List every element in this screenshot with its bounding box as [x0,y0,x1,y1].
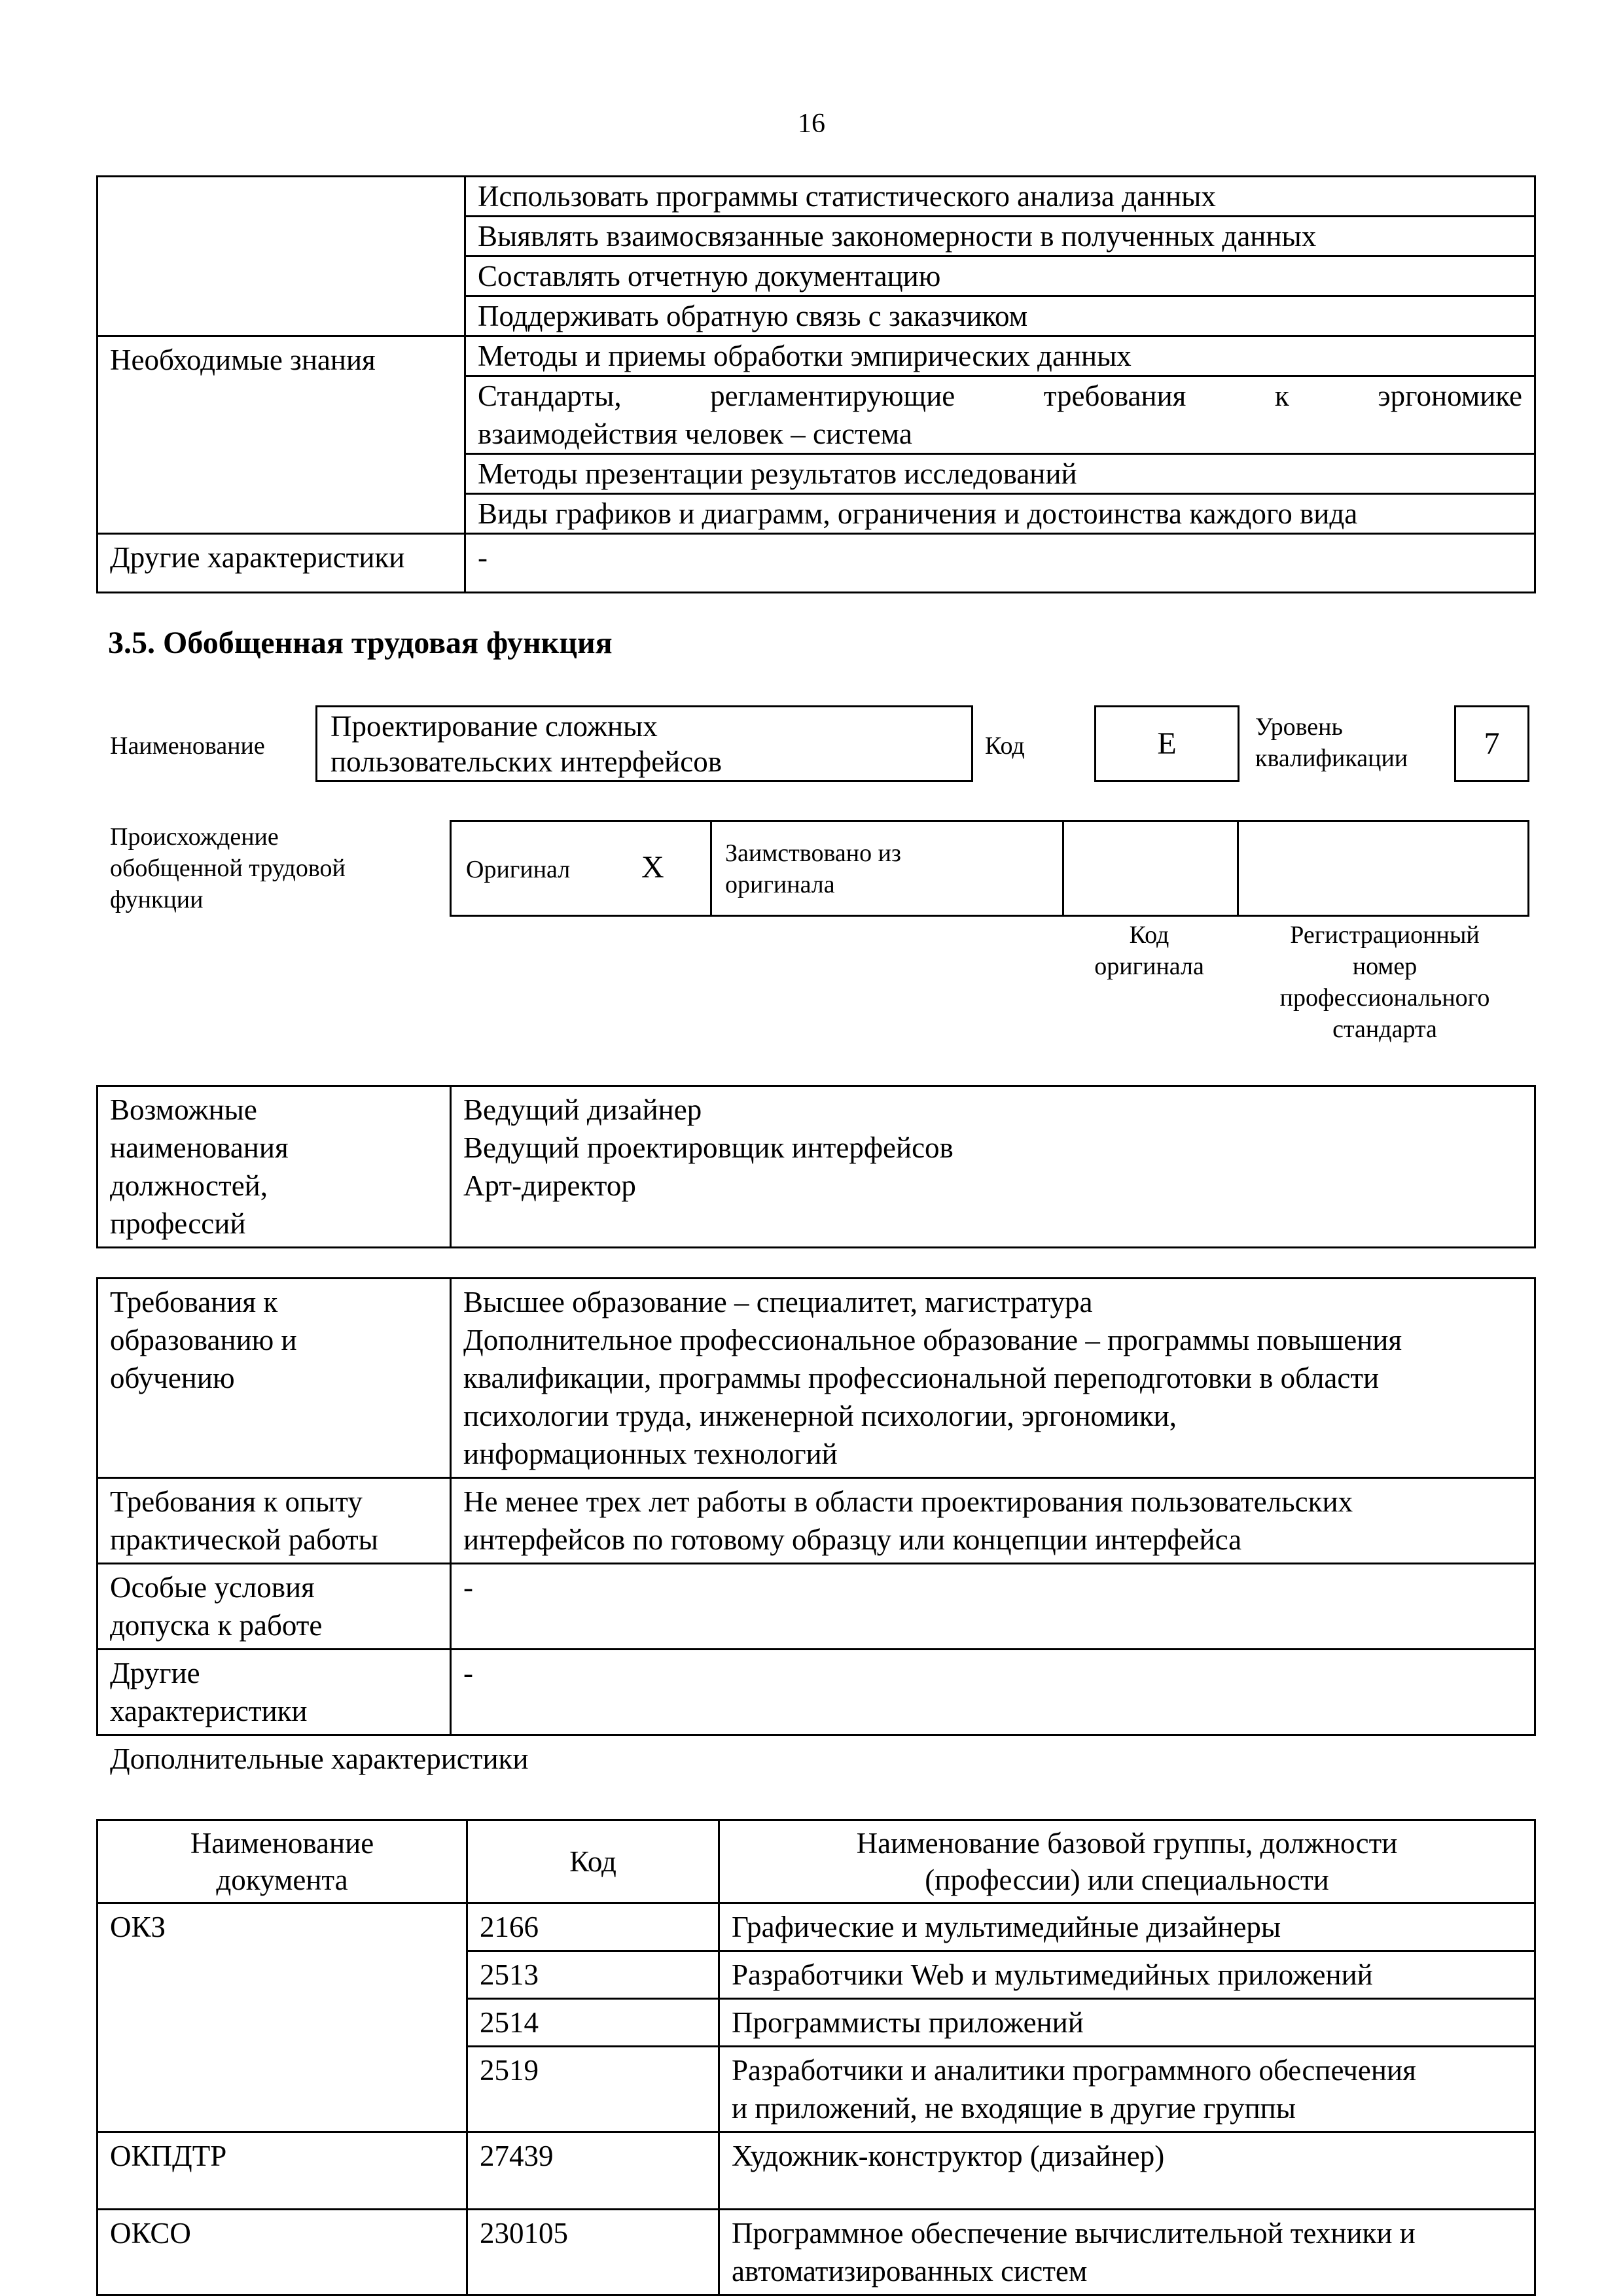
header-line: документа [216,1863,348,1896]
table-cell-name: Художник-конструктор (дизайнер) [719,2132,1535,2210]
list-item: Использовать программы статистического анализа данных [466,177,1534,217]
additional-table [96,1819,1536,2296]
table-cell-doc: ОКСО [98,2210,467,2295]
code-label: Код [985,732,1025,760]
positions-table [96,1085,1536,1248]
label-line: характеристики [110,1695,308,1727]
value-line: - [463,1657,473,1689]
label-line: должностей, [110,1169,268,1202]
table-row-label: Необходимые знания [98,336,465,534]
value-line: Не менее трех лет работы в области проектирования пользовательских [463,1485,1353,1518]
list-item: Поддерживать обратную связь с заказчиком [478,300,1028,332]
origin-label [110,821,346,915]
name-line: и приложений, не входящие в другие группы [732,2092,1296,2125]
divider [1062,822,1064,915]
table-cell-value: - [465,534,1535,593]
caption-line: стандарта [1332,1016,1437,1043]
label-line: обучению [110,1362,235,1394]
table-cell-value [451,1650,1535,1735]
value-line: квалификации, программы профессиональной переподготовки в области [463,1362,1380,1394]
function-name-line: Проектирование сложных [330,710,658,743]
table-cell-code: 2519 [467,2047,719,2132]
list-item: Виды графиков и диаграмм, ограничения и достоинства каждого вида [478,497,1358,530]
label-line: Требования к опыту [110,1485,363,1518]
list-item: Выявлять взаимосвязанные закономерности в полученных данных [466,217,1534,257]
level-label [1255,711,1408,774]
table-cell-name: Программисты приложений [719,1999,1535,2047]
divider [710,822,712,915]
header-line: Наименование базовой группы, должности [856,1827,1398,1860]
name-line: Программное обеспечение вычислительной техники и [732,2217,1416,2250]
positions-values [451,1086,1535,1248]
knowledge-list [465,336,1535,534]
table-cell-name [719,2210,1535,2295]
level-value-box: 7 [1454,705,1529,782]
origin-label-line: функции [110,886,204,913]
table-row-label [98,1564,451,1650]
value-line: интерфейсов по готовому образцу или концепции интерфейса [463,1523,1242,1556]
level-label-line: квалификации [1255,745,1408,772]
label-line: Особые условия [110,1571,315,1604]
table-cell-doc: ОКЗ [98,1903,467,2132]
caption-code [1063,919,1235,982]
label-line: практической работы [110,1523,378,1556]
origin-label-line: обобщенной трудовой [110,855,346,882]
caption-line: оригинала [1094,953,1204,980]
table-cell-name: Разработчики Web и мультимедийных приложений [719,1951,1535,1999]
code-value-box: E [1094,705,1240,782]
table-cell-name: Графические и мультимедийные дизайнеры [719,1903,1535,1951]
list-item: взаимодействия человек – система [466,415,1534,455]
divider [1237,822,1239,915]
list-item: Стандарты, регламентирующие требования к эргономике [478,380,1522,412]
table-row-label [98,177,465,336]
table-cell-value [451,1279,1535,1478]
table-cell-code: 2166 [467,1903,719,1951]
caption-line: Регистрационный [1290,921,1480,949]
name-line: Разработчики и аналитики программного обеспечения [732,2054,1416,2087]
caption-line: Код [1129,921,1169,949]
requirements-table [96,1277,1536,1736]
additional-title: Дополнительные характеристики [110,1742,529,1775]
origin-table [450,820,1529,917]
borrowed-label [725,838,901,900]
header-line: Наименование [190,1827,374,1860]
table-cell-code: 2513 [467,1951,719,1999]
caption-line: профессионального [1279,984,1490,1012]
table-row-label [98,1650,451,1735]
table-cell-code: 2514 [467,1999,719,2047]
table-cell-code: 230105 [467,2210,719,2295]
label-line: профессий [110,1207,246,1240]
skills-knowledge-table [96,175,1536,593]
header-doc [98,1820,467,1903]
table-cell-doc: ОКПДТР [98,2132,467,2210]
original-mark: X [641,850,664,885]
function-name-line: пользовательских интерфейсов [330,745,722,778]
value-line: информационных технологий [463,1438,838,1470]
name-label: Наименование [110,732,265,760]
borrowed-label-line: Заимствовано из [725,839,901,867]
label-line: наименования [110,1131,289,1164]
label-line: Другие [110,1657,200,1689]
header-line: (профессии) или специальности [925,1863,1329,1896]
table-cell-value [451,1564,1535,1650]
origin-label-line: Происхождение [110,823,279,851]
table-cell-name [719,2047,1535,2132]
value-line: психологии труда, инженерной психологии, эргономики, [463,1400,1177,1432]
value-line: Высшее образование – специалитет, магистратура [463,1286,1093,1318]
value-line: Дополнительное профессиональное образование – программы повышения [463,1324,1402,1356]
table-cell-value [451,1478,1535,1564]
label-line: Возможные [110,1093,257,1126]
list-item: Ведущий проектировщик интерфейсов [463,1131,954,1164]
original-label: Оригинал [466,856,571,883]
function-name-box [315,705,973,782]
table-row-label [98,1279,451,1478]
table-cell-code: 27439 [467,2132,719,2210]
caption-line: номер [1352,953,1418,980]
borrowed-label-line: оригинала [725,871,835,898]
page-number: 16 [798,109,825,139]
value-line: - [463,1571,473,1604]
label-line: образованию и [110,1324,297,1356]
section-title: 3.5. Обобщенная трудовая функция [108,626,613,660]
level-label-line: Уровень [1255,713,1343,741]
list-item: Составлять отчетную документацию [466,257,1534,297]
label-line: Требования к [110,1286,278,1318]
list-item: Арт-директор [463,1169,636,1202]
label-line: допуска к работе [110,1609,323,1642]
header-name [719,1820,1535,1903]
table-row-label [98,1478,451,1564]
table-row-label: Другие характеристики [98,534,465,593]
list-item: Ведущий дизайнер [463,1093,702,1126]
list-item: Методы и приемы обработки эмпирических данных [466,337,1534,377]
list-item: Методы презентации результатов исследований [466,455,1534,495]
name-line: автоматизированных систем [732,2255,1088,2287]
caption-registration [1240,919,1529,1045]
positions-label [98,1086,451,1248]
skills-list [465,177,1535,336]
header-code: Код [467,1820,719,1903]
